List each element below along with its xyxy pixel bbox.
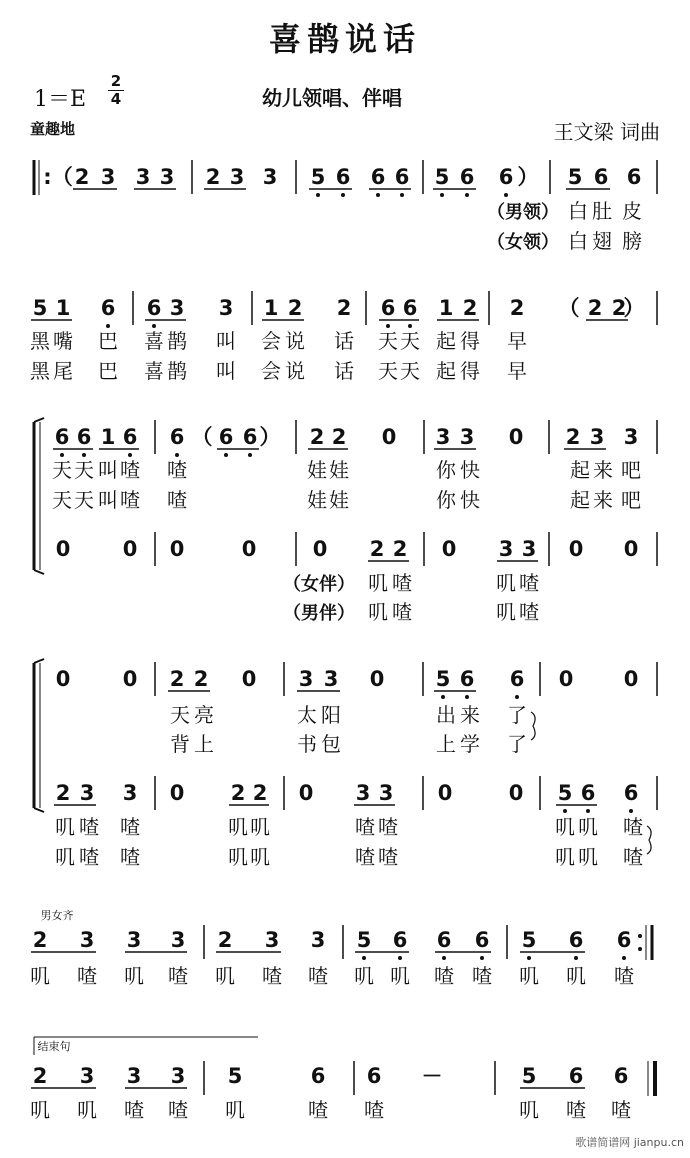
low-octave-dot	[574, 956, 578, 960]
note: 6	[474, 928, 490, 952]
lyric-char: 喳	[168, 964, 188, 988]
low-octave-dot	[224, 453, 228, 457]
low-octave-dot	[515, 695, 519, 699]
note: 5	[435, 667, 451, 691]
note: 6	[509, 667, 525, 691]
lyric-char: 喳	[308, 964, 328, 988]
note: 2	[565, 425, 581, 449]
lyric-char: 背	[170, 732, 190, 756]
note: 2	[32, 928, 48, 952]
note: 5	[567, 165, 583, 189]
note: 6	[218, 425, 234, 449]
note: 2	[193, 667, 209, 691]
low-octave-dot	[527, 956, 531, 960]
note: 2	[462, 296, 478, 320]
note: 0	[508, 781, 524, 805]
system-bracket-cap	[34, 659, 44, 663]
note: 0	[558, 667, 574, 691]
lyric-char: 叽	[215, 964, 235, 988]
lyric-char: 你	[436, 488, 456, 512]
lyric-char: 天	[74, 488, 94, 512]
note: 0	[312, 537, 328, 561]
note: 2	[230, 781, 246, 805]
note: 0	[381, 425, 397, 449]
low-octave-dot	[60, 453, 64, 457]
low-octave-dot	[586, 809, 590, 813]
low-octave-dot	[362, 956, 366, 960]
repeat-open: :（	[43, 165, 73, 189]
lyric-char: 喳	[519, 600, 539, 624]
role-label-male-lead: （男领）	[487, 202, 559, 223]
verse-brace	[531, 712, 535, 740]
lyric-char: 出	[436, 703, 456, 727]
note: 2	[55, 781, 71, 805]
section-label: 结束句	[37, 1040, 71, 1053]
lyric-char: 叽	[354, 964, 374, 988]
lyric-char: 说	[285, 359, 305, 383]
verse-brace	[647, 826, 651, 854]
low-octave-dot	[398, 956, 402, 960]
note: 3	[135, 165, 151, 189]
note: 5	[32, 296, 48, 320]
lyric-char: 喳	[392, 600, 412, 624]
author-credit: 王文梁 词曲	[553, 120, 660, 144]
note: 6	[310, 1064, 326, 1088]
lyric-char: 喳	[392, 571, 412, 595]
lyric-char: 叽	[77, 1098, 97, 1122]
performance-note: 幼儿领唱、伴唱	[262, 86, 402, 110]
lyric-char: 嘴	[53, 329, 73, 353]
lyric-char: 娃	[329, 488, 349, 512]
lyric-char: 叽	[496, 571, 516, 595]
section-label: 男女齐	[40, 909, 74, 922]
note: 3	[170, 928, 186, 952]
note: 3	[264, 928, 280, 952]
lyric-char: 喳	[124, 1098, 144, 1122]
low-octave-dot	[106, 324, 110, 328]
low-octave-dot	[465, 695, 469, 699]
low-octave-dot	[408, 324, 412, 328]
lyric-char: 天	[400, 359, 420, 383]
key-signature: 1＝E	[34, 87, 87, 112]
lyric-char: 喳	[364, 1098, 384, 1122]
lyric-char: 吧	[621, 458, 641, 482]
lyric-char: 叽	[30, 1098, 50, 1122]
lyric-char: 叽	[566, 964, 586, 988]
lyric-char: 喜	[144, 359, 164, 383]
lyric-char: 叽	[390, 964, 410, 988]
note: 3	[122, 781, 138, 805]
lyric-char: 天	[378, 329, 398, 353]
note: 3	[79, 1064, 95, 1088]
lyric-char: 喳	[168, 1098, 188, 1122]
lyric-char: 鹊	[167, 359, 187, 383]
note: 2	[74, 165, 90, 189]
lyric-char: 上	[194, 732, 214, 756]
time-signature-bottom: 4	[110, 90, 122, 108]
lyric-char: 叽	[225, 1098, 245, 1122]
note: ）	[259, 425, 281, 449]
lyric-char: 喳	[355, 815, 375, 839]
note: 6	[366, 1064, 382, 1088]
lyric-char: 喳	[566, 1098, 586, 1122]
note: 6	[616, 928, 632, 952]
note: 6	[100, 296, 116, 320]
note: 6	[568, 928, 584, 952]
note: 0	[55, 667, 71, 691]
lyric-char: 巴	[98, 359, 118, 383]
lyric-char: 了	[507, 703, 527, 727]
lyric-char: 叽	[55, 845, 75, 869]
low-octave-dot	[465, 193, 469, 197]
lyric-char: 喳	[120, 815, 140, 839]
note: 6	[402, 296, 418, 320]
note: 0	[623, 537, 639, 561]
note: 6	[76, 425, 92, 449]
note: 0	[241, 537, 257, 561]
lyric-char: 叽	[250, 815, 270, 839]
note: 6	[335, 165, 351, 189]
note: 5	[227, 1064, 243, 1088]
repeat-dot	[638, 934, 642, 938]
note: 6	[380, 296, 396, 320]
note: －	[421, 1064, 443, 1088]
lyric-char: 叫	[98, 458, 118, 482]
lyric-char: 喳	[120, 488, 140, 512]
low-octave-dot	[248, 453, 252, 457]
lyric-char: 叽	[368, 571, 388, 595]
lyric-char: 学	[460, 732, 480, 756]
lyric-char: 来	[593, 488, 613, 512]
note: 3	[310, 928, 326, 952]
lyric-char: 阳	[321, 703, 341, 727]
lyric-char: 你	[436, 458, 456, 482]
lyric-char: 喳	[79, 845, 99, 869]
note: 0	[169, 781, 185, 805]
lyric-char: 天	[74, 458, 94, 482]
lyric-char: 白	[568, 199, 588, 223]
low-octave-dot	[152, 324, 156, 328]
note: 1	[55, 296, 71, 320]
lyric-char: 天	[170, 703, 190, 727]
low-octave-dot	[316, 193, 320, 197]
lyric-char: 吧	[621, 488, 641, 512]
note: 3	[521, 537, 537, 561]
low-octave-dot	[442, 956, 446, 960]
lyric-char: 喳	[120, 458, 140, 482]
lyric-char: 起	[436, 359, 456, 383]
lyric-char: 会	[261, 329, 281, 353]
role-label-female-backing: （女伴）	[283, 574, 355, 595]
role-label-female-lead: （女领）	[487, 232, 559, 253]
low-octave-dot	[480, 956, 484, 960]
system-bracket-cap	[34, 418, 44, 422]
note: 3	[498, 537, 514, 561]
lyric-char: 叽	[368, 600, 388, 624]
lyric-char: 喳	[355, 845, 375, 869]
note: 2	[287, 296, 303, 320]
lyric-char: 天	[378, 359, 398, 383]
lyric-char: 喳	[308, 1098, 328, 1122]
repeat-dot	[638, 947, 642, 951]
note: 6	[613, 1064, 629, 1088]
lyric-char: 叽	[555, 815, 575, 839]
note: 3	[100, 165, 116, 189]
lyric-char: 喳	[77, 964, 97, 988]
note: 0	[369, 667, 385, 691]
note: 3	[623, 425, 639, 449]
lyric-char: 得	[460, 359, 480, 383]
note: 5	[310, 165, 326, 189]
note: 2	[587, 296, 603, 320]
lyric-char: 会	[261, 359, 281, 383]
lyric-char: 话	[334, 329, 354, 353]
lyric-char: 白	[568, 229, 588, 253]
note: 3	[79, 928, 95, 952]
lyric-char: 叽	[578, 845, 598, 869]
lyric-char: 叽	[228, 845, 248, 869]
note: 0	[241, 667, 257, 691]
note: 3	[218, 296, 234, 320]
lyric-char: 娃	[307, 458, 327, 482]
note: 2	[369, 537, 385, 561]
note: 5	[557, 781, 573, 805]
note: 1	[438, 296, 454, 320]
note: 2	[331, 425, 347, 449]
lyric-char: 说	[285, 329, 305, 353]
lyric-char: 早	[507, 359, 527, 383]
lyric-char: 喳	[167, 458, 187, 482]
lyric-char: 叽	[30, 964, 50, 988]
note: 6	[436, 928, 452, 952]
system-bracket-cap	[34, 808, 44, 812]
note: （	[191, 425, 213, 449]
lyric-char: 亮	[194, 703, 214, 727]
lyric-char: 叽	[519, 964, 539, 988]
lyric-char: 翅	[592, 229, 612, 253]
lyric-char: 喳	[434, 964, 454, 988]
low-octave-dot	[622, 956, 626, 960]
note: 0	[623, 667, 639, 691]
lyric-char: 喜	[144, 329, 164, 353]
lyric-char: 天	[52, 488, 72, 512]
note: 3	[79, 781, 95, 805]
system-bracket-cap	[34, 570, 44, 574]
low-octave-dot	[441, 695, 445, 699]
note: 3	[169, 296, 185, 320]
note: 3	[378, 781, 394, 805]
lyric-char: 起	[570, 488, 590, 512]
lyric-char: 喳	[378, 845, 398, 869]
lyric-char: 太	[297, 703, 317, 727]
note: 5	[521, 1064, 537, 1088]
lyric-char: 快	[460, 458, 480, 482]
lyric-char: 喳	[623, 845, 643, 869]
note: 0	[437, 781, 453, 805]
lyric-char: 包	[321, 732, 341, 756]
lyric-char: 鹊	[167, 329, 187, 353]
note: 6	[626, 165, 642, 189]
lyric-char: 快	[460, 488, 480, 512]
lyric-char: 黑	[30, 329, 50, 353]
lyric-char: 喳	[623, 815, 643, 839]
note: ）	[623, 296, 645, 320]
lyric-char: 皮	[622, 199, 642, 223]
low-octave-dot	[82, 453, 86, 457]
note: 6	[459, 165, 475, 189]
lyric-char: 书	[297, 732, 317, 756]
lyric-char: 来	[593, 458, 613, 482]
note: 0	[55, 537, 71, 561]
note: 0	[441, 537, 457, 561]
note: 6	[459, 667, 475, 691]
lyric-char: 叽	[496, 600, 516, 624]
note: 2	[336, 296, 352, 320]
time-signature-top: 2	[110, 72, 122, 90]
lyric-char: 尾	[53, 359, 73, 383]
note: 3	[159, 165, 175, 189]
lyric-char: 叽	[250, 845, 270, 869]
note: 3	[126, 928, 142, 952]
note: 6	[623, 781, 639, 805]
note: 0	[122, 667, 138, 691]
note: 6	[242, 425, 258, 449]
note: 2	[217, 928, 233, 952]
note: 5	[521, 928, 537, 952]
note: 2	[205, 165, 221, 189]
note: 2	[392, 537, 408, 561]
lyric-char: 膀	[622, 229, 642, 253]
note: 3	[126, 1064, 142, 1088]
note: 2	[252, 781, 268, 805]
lyric-char: 肚	[592, 199, 612, 223]
note: （	[558, 296, 580, 320]
note: 2	[309, 425, 325, 449]
lyric-char: 叽	[228, 815, 248, 839]
lyric-char: 得	[460, 329, 480, 353]
lyric-char: 娃	[307, 488, 327, 512]
note: 3	[170, 1064, 186, 1088]
lyric-char: 叽	[519, 1098, 539, 1122]
lyric-char: 喳	[167, 488, 187, 512]
lyric-char: 叫	[216, 329, 236, 353]
lyric-char: 喳	[472, 964, 492, 988]
note: 6	[568, 1064, 584, 1088]
lyric-char: 喳	[120, 845, 140, 869]
low-octave-dot	[175, 453, 179, 457]
note: 1	[263, 296, 279, 320]
note: 5	[434, 165, 450, 189]
note: 3	[298, 667, 314, 691]
note: 6	[122, 425, 138, 449]
lyric-char: 叽	[578, 815, 598, 839]
low-octave-dot	[386, 324, 390, 328]
note: 3	[589, 425, 605, 449]
note: 0	[298, 781, 314, 805]
note: 2	[169, 667, 185, 691]
note: 1	[100, 425, 116, 449]
lyric-char: 起	[436, 329, 456, 353]
note: 3	[459, 425, 475, 449]
lyric-char: 上	[436, 732, 456, 756]
lyric-char: 喳	[378, 815, 398, 839]
tempo-marking: 童趣地	[30, 120, 76, 138]
low-octave-dot	[440, 193, 444, 197]
lyric-char: 喳	[614, 964, 634, 988]
note: 6	[146, 296, 162, 320]
lyric-char: 早	[507, 329, 527, 353]
lyric-char: 了	[507, 732, 527, 756]
note: 5	[356, 928, 372, 952]
lyric-char: 天	[52, 458, 72, 482]
note: 6	[370, 165, 386, 189]
lyric-char: 叽	[555, 845, 575, 869]
note: 2	[509, 296, 525, 320]
note: 6	[54, 425, 70, 449]
lyric-char: 叽	[124, 964, 144, 988]
role-label-male-backing: （男伴）	[283, 603, 355, 624]
note: 2	[611, 296, 627, 320]
note: 6	[498, 165, 514, 189]
lyric-char: 叫	[98, 488, 118, 512]
lyric-char: 叫	[216, 359, 236, 383]
lyric-char: 黑	[30, 359, 50, 383]
note: 2	[32, 1064, 48, 1088]
note: 3	[229, 165, 245, 189]
low-octave-dot	[563, 809, 567, 813]
watermark: 歌谱简谱网 jianpu.cn	[575, 1136, 684, 1149]
note: 0	[122, 537, 138, 561]
lyric-char: 来	[460, 703, 480, 727]
low-octave-dot	[128, 453, 132, 457]
low-octave-dot	[400, 193, 404, 197]
lyric-char: 叽	[55, 815, 75, 839]
page-title: 喜鹊说话	[268, 20, 421, 58]
lyric-char: 喳	[79, 815, 99, 839]
lyric-char: 天	[400, 329, 420, 353]
note: 3	[355, 781, 371, 805]
lyric-char: 喳	[262, 964, 282, 988]
low-octave-dot	[376, 193, 380, 197]
note: 6	[169, 425, 185, 449]
lyric-char: 喳	[519, 571, 539, 595]
note: 0	[169, 537, 185, 561]
lyric-char: 起	[570, 458, 590, 482]
note: 0	[568, 537, 584, 561]
note: 3	[262, 165, 278, 189]
note: 6	[392, 928, 408, 952]
lyric-char: 巴	[98, 329, 118, 353]
low-octave-dot	[341, 193, 345, 197]
note: 0	[508, 425, 524, 449]
low-octave-dot	[504, 193, 508, 197]
lyric-char: 喳	[611, 1098, 631, 1122]
lyric-char: 话	[334, 359, 354, 383]
note: 6	[593, 165, 609, 189]
note: 6	[580, 781, 596, 805]
low-octave-dot	[629, 809, 633, 813]
lyric-char: 娃	[329, 458, 349, 482]
note: ）	[517, 165, 539, 189]
note: 3	[323, 667, 339, 691]
note: 6	[394, 165, 410, 189]
note: 3	[435, 425, 451, 449]
